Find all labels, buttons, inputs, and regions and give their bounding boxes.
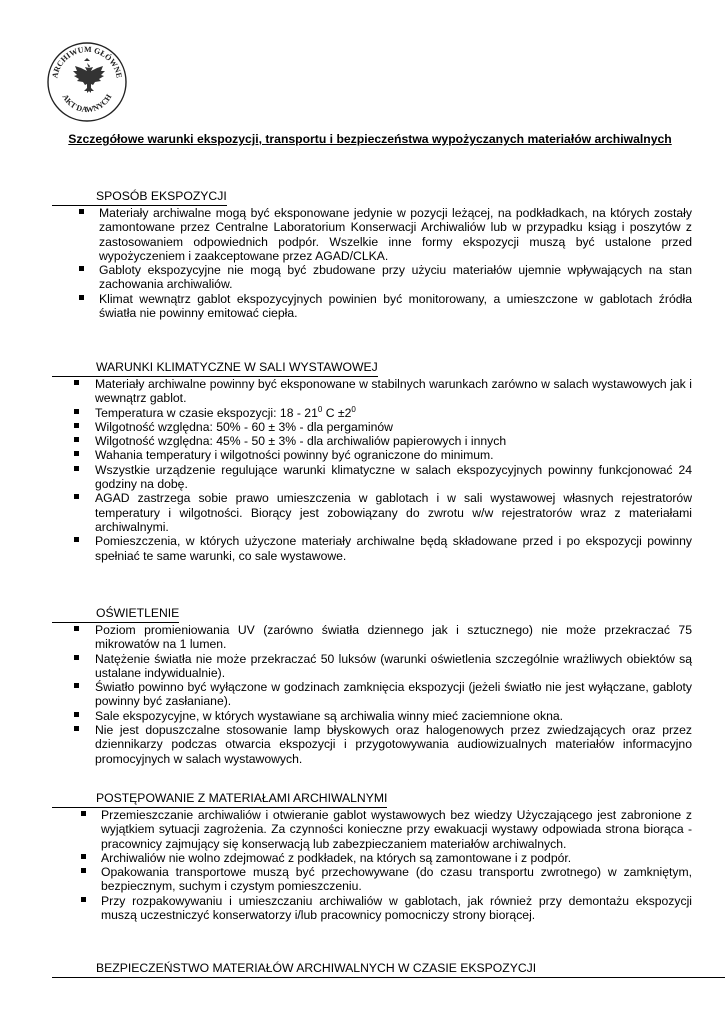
section-heading: POSTĘPOWANIE Z MATERIAŁAMI ARCHIWALNYMI: [52, 790, 387, 808]
list-item: Archiwaliów nie wolno zdejmować z podkładek, na których są zamontowane i z podpór.: [52, 851, 692, 865]
list-item: Poziom promieniowania UV (zarówno światła dziennego jak i sztucznego) nie może przekraczać 75 mikrowatów na 1 lumen.: [52, 623, 692, 652]
section-postepowanie: [52, 790, 692, 922]
section-heading: OŚWIETLENIE: [52, 605, 179, 623]
document-title: Szczegółowe warunki ekspozycji, transportu i bezpieczeństwa wypożyczanych materiałów archiwalnych: [68, 132, 672, 146]
bullet-icon: [74, 494, 79, 499]
bullet-icon: [74, 423, 79, 428]
archive-seal-logo: [46, 41, 128, 123]
bullet-icon: [79, 295, 84, 300]
svg-text:ARCHIWUM GŁÓWNE: ARCHIWUM GŁÓWNE: [50, 44, 124, 79]
list-item: Przemieszczanie archiwaliów i otwieranie gablot wystawowych bez wiedzy Użyczającego jest zabronione z wyjątkiem sytuacji zagrożenia. Za czynności konieczne przy ewakuacji wystawy odpowiada strona biorąca - pracownicy zajmujący się konserwacją lub zabezpieczaniem materiałów archiwalnych.: [52, 808, 692, 851]
bullet-icon: [79, 209, 84, 214]
bullet-icon: [74, 380, 79, 385]
bullet-icon: [74, 437, 79, 442]
list-item: Światło powinno być wyłączone w godzinach zamknięcia ekspozycji (jeżeli światło nie jest wyłączane, gabloty powinny być zasłaniane).: [52, 680, 692, 709]
svg-text:AKT DAWNYCH: AKT DAWNYCH: [60, 92, 114, 115]
bullet-icon: [74, 409, 79, 414]
list-item: Nie jest dopuszczalne stosowanie lamp błyskowych oraz halogenowych przez zwiedzających oraz przez dziennikarzy podczas otwarcia ekspozycji i przygotowywania audiowizualnych materiałów informacyjno promocyjnych w salach wystawowych.: [52, 723, 692, 766]
bullet-icon: [74, 712, 79, 717]
list-item: Klimat wewnątrz gablot ekspozycyjnych powinien być monitorowany, a umieszczone w gablotach źródła światła nie powinny emitować ciepła.: [52, 292, 692, 321]
bullet-icon: [74, 683, 79, 688]
list-item: Wahania temperatury i wilgotności powinny być ograniczone do minimum.: [52, 448, 692, 462]
bullet-list: [52, 808, 692, 922]
list-item: Natężenie światła nie może przekraczać 50 luksów (warunki oświetlenia szczególnie wrażliwych obiektów są ustalane indywidualnie).: [52, 652, 692, 681]
list-item: Przy rozpakowywaniu i umieszczaniu archiwaliów w gablotach, jak również przy demontażu ekspozycji muszą uczestniczyć konserwatorzy i/lub pracownicy pomocniczy strony biorącej.: [52, 894, 692, 923]
bullet-icon: [81, 811, 86, 816]
bullet-list: [52, 623, 692, 766]
list-item: Pomieszczenia, w których użyczone materiały archiwalne będą składowane przed i po ekspozycji powinny spełniać te same warunki, co sale wystawowe.: [52, 534, 692, 563]
list-item: Sale ekspozycyjne, w których wystawiane są archiwalia winny mieć zaciemnione okna.: [52, 709, 692, 723]
list-item: AGAD zastrzega sobie prawo umieszczenia w gablotach i w sali wystawowej własnych rejestratorów temperatury i wilgotności. Biorący jest zobowiązany do zwrotu w/w rejestratorów wraz z materiałami archiwalnymi.: [52, 491, 692, 534]
bullet-icon: [74, 726, 79, 731]
section-heading: WARUNKI KLIMATYCZNE W SALI WYSTAWOWEJ: [52, 359, 378, 377]
bullet-icon: [74, 537, 79, 542]
section-warunki-klimatyczne: [52, 359, 692, 563]
list-item: Materiały archiwalne mogą być eksponowane jedynie w pozycji leżącej, na podkładkach, na których zostały zamontowane przez Centralne Laboratorium Konserwacji Archiwaliów lub w przypadku ksiąg i poszytów z zastosowaniem odpowiednich podpór. Wszelkie inne formy ekspozycji muszą być ustalone przed wypożyczeniem i zaakceptowane przez AGAD/CLKA.: [52, 206, 692, 263]
bullet-icon: [74, 655, 79, 660]
list-item: Wilgotność względna: 45% - 50 ± 3% - dla archiwaliów papierowych i innych: [52, 434, 692, 448]
bullet-icon: [81, 854, 86, 859]
section-sposob-ekspozycji: [52, 188, 692, 320]
bullet-icon: [81, 897, 86, 902]
bullet-list: [52, 377, 692, 563]
bullet-icon: [74, 451, 79, 456]
bullet-icon: [79, 266, 84, 271]
list-item: Opakowania transportowe muszą być przechowywane (do czasu transportu zwrotnego) w zamkniętym, bezpiecznym, suchym i czystym pomieszczeniu.: [52, 865, 692, 894]
bullet-list: [52, 206, 692, 320]
list-item: Temperatura w czasie ekspozycji: $18 - 21^0$ $C \pm 2^0$: [52, 406, 692, 420]
list-item: Gabloty ekspozycyjne nie mogą być zbudowane przy użyciu materiałów ujemnie wpływających na stan zachowania archiwaliów.: [52, 263, 692, 292]
list-item: Materiały archiwalne powinny być eksponowane w stabilnych warunkach zarówno w salach wystawowych jak i wewnątrz gablot.: [52, 377, 692, 406]
bullet-icon: [74, 466, 79, 471]
section-bezpieczenstwo: [52, 960, 692, 978]
bullet-icon: [81, 868, 86, 873]
list-item: Wszystkie urządzenie regulujące warunki klimatyczne w salach ekspozycyjnych powinny funkcjonować 24 godziny na dobę.: [52, 463, 692, 492]
bullet-icon: [74, 626, 79, 631]
section-heading: BEZPIECZEŃSTWO MATERIAŁÓW ARCHIWALNYCH W CZASIE EKSPOZYCJI: [52, 960, 725, 978]
section-oswietlenie: [52, 605, 692, 766]
section-heading: SPOSÓB EKSPOZYCJI: [52, 188, 227, 206]
list-item: Wilgotność względna: 50% - 60 ± 3% - dla pergaminów: [52, 420, 692, 434]
